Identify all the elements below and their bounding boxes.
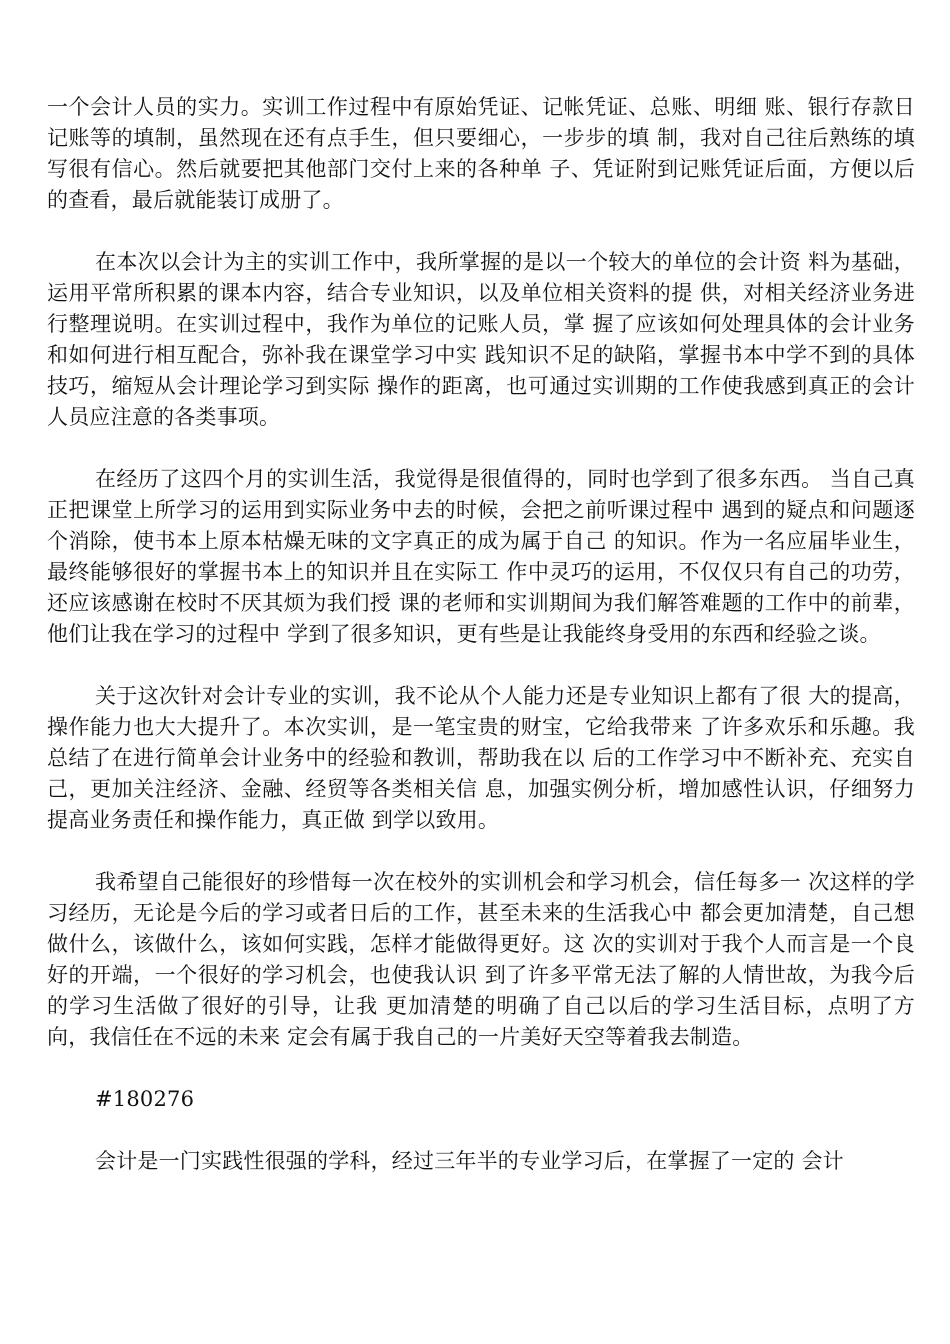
- paragraph-1: 一个会计人员的实力。实训工作过程中有原始凭证、记帐凭证、总账、明细 账、银行存款日记账等的填制，虽然现在还有点手生，但只要细心，一步步的填 制，我对自己往后熟练的填写很有信心。然后就要把其他部门交付上来的各种单 子、凭证附到记账凭证后面，方便以后的查看，最后就能装订成册了。: [47, 95, 915, 212]
- paragraph-2: 在本次以会计为主的实训工作中，我所掌握的是以一个较大的单位的会计资 料为基础，运用平常所积累的课本内容，结合专业知识，以及单位相关资料的提 供，对相关经济业务进行整理说明。在实训过程中，我作为单位的记账人员，掌 握了应该如何处理具体的会计业务和如何进行相互配合，弥补我在课堂学习中实 践知识不足的缺陷，掌握书本中学不到的具体技巧，缩短从会计理论学习到实际 操作的距离，也可通过实训期的工作使我感到真正的会计人员应注意的各类事项。: [47, 250, 915, 429]
- reference-id: #180276: [95, 1087, 195, 1111]
- paragraph-5: 我希望自己能很好的珍惜每一次在校外的实训机会和学习机会，信任每多一 次这样的学习经历，无论是今后的学习或者日后的工作，甚至未来的生活我心中 都会更加清楚，自己想做什么，该做什么，该如何实践，怎样才能做得更好。这 次的实训对于我个人而言是一个良好的开端，一个很好的学习机会，也使我认识 到了许多平常无法了解的人情世故，为我今后的学习生活做了很好的引导，让我 更加清楚的明确了自己以后的学习生活目标，点明了方向，我信任在不远的未来 定会有属于我自己的一片美好天空等着我去制造。: [47, 870, 915, 1049]
- paragraph-4: 关于这次针对会计专业的实训，我不论从个人能力还是专业知识上都有了很 大的提高，操作能力也大大提升了。本次实训，是一笔宝贵的财宝，它给我带来 了许多欢乐和乐趣。我总结了在进行简单会计业务中的经验和教训，帮助我在以 后的工作学习中不断补充、充实自己，更加关注经济、金融、经贸等各类相关信 息，加强实例分析，增加感性认识，仔细努力提高业务责任和操作能力，真正做 到学以致用。: [47, 684, 915, 832]
- document-page: [47, 92, 915, 1208]
- paragraph-3: 在经历了这四个月的实训生活，我觉得是很值得的，同时也学到了很多东西。 当自己真正把课堂上所学习的运用到实际业务中去的时候，会把之前听课过程中 遇到的疑点和问题逐个消除，使书本上原本枯燥无味的文字真正的成为属于自己 的知识。作为一名应届毕业生，最终能够很好的掌握书本上的知识并且在实际工 作中灵巧的运用，不仅仅只有自己的功劳，还应该感谢在校时不厌其烦为我们授 课的老师和实训期间为我们解答难题的工作中的前辈，他们让我在学习的过程中 学到了很多知识，更有些是让我能终身受用的东西和经验之谈。: [47, 467, 915, 646]
- paragraph-6: 会计是一门实践性很强的学科，经过三年半的专业学习后，在掌握了一定的 会计: [95, 1149, 844, 1173]
